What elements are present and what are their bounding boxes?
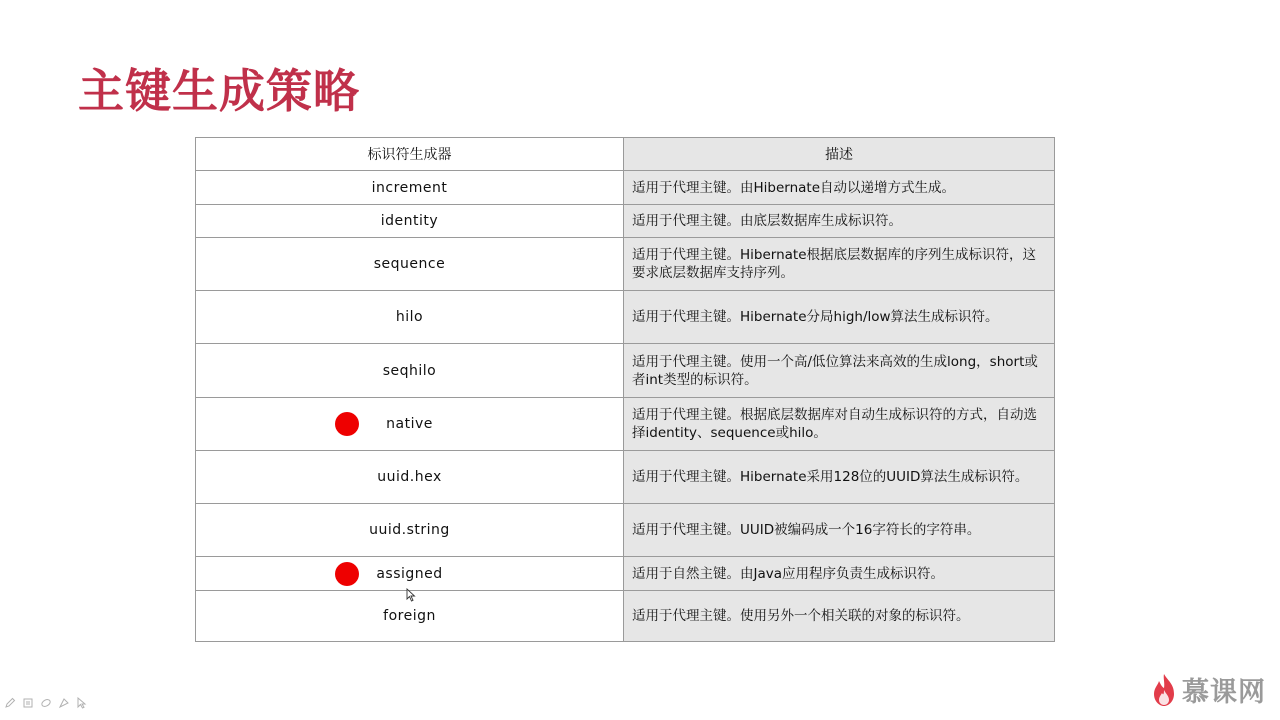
table-row bbox=[196, 398, 1055, 451]
slide-title: 主键生成策略 bbox=[78, 64, 360, 118]
flame-logo-icon bbox=[1150, 672, 1178, 708]
generator-description: 适用于代理主键。使用一个高/低位算法来高效的生成long，short或者int类型的标识符。 bbox=[624, 344, 1055, 398]
generator-description: 适用于自然主键。由Java应用程序负责生成标识符。 bbox=[624, 557, 1055, 591]
table-row bbox=[196, 291, 1055, 344]
row-name-cell bbox=[196, 344, 624, 398]
table-row bbox=[196, 451, 1055, 504]
annotation-toolbar bbox=[4, 697, 88, 709]
generator-name: identity bbox=[380, 213, 439, 229]
generator-description: 适用于代理主键。Hibernate分局high/low算法生成标识符。 bbox=[624, 291, 1055, 344]
row-name-cell bbox=[196, 504, 624, 557]
table-row bbox=[196, 238, 1055, 291]
row-name-cell bbox=[196, 451, 624, 504]
brand-logo-text: 慕课网 bbox=[1182, 677, 1266, 708]
row-name-cell bbox=[196, 238, 624, 291]
generator-description: 适用于代理主键。由底层数据库生成标识符。 bbox=[624, 205, 1055, 238]
row-name-cell bbox=[196, 171, 624, 205]
brand-logo bbox=[1150, 670, 1266, 709]
mouse-cursor-icon bbox=[406, 588, 416, 602]
row-name-cell bbox=[196, 398, 624, 451]
row-name-cell bbox=[196, 205, 624, 238]
row-name-cell bbox=[196, 291, 624, 344]
pen-icon[interactable] bbox=[4, 697, 16, 709]
generator-name: uuid.string bbox=[369, 522, 450, 538]
generator-description: 适用于代理主键。根据底层数据库对自动生成标识符的方式，自动选择identity、sequence或hilo。 bbox=[624, 398, 1055, 451]
marker-dot bbox=[335, 412, 359, 436]
table-row bbox=[196, 557, 1055, 591]
table-row bbox=[196, 591, 1055, 642]
generator-description: 适用于代理主键。由Hibernate自动以递增方式生成。 bbox=[624, 171, 1055, 205]
generator-name: assigned bbox=[376, 565, 443, 582]
row-name-cell bbox=[196, 557, 624, 591]
header-description: 描述 bbox=[624, 138, 1055, 171]
table-row bbox=[196, 344, 1055, 398]
eraser-icon[interactable] bbox=[40, 697, 52, 709]
arrow-pointer-icon[interactable] bbox=[76, 697, 88, 709]
table-row bbox=[196, 504, 1055, 557]
generator-name: sequence bbox=[373, 256, 446, 272]
table-row bbox=[196, 205, 1055, 238]
strategy-table bbox=[195, 137, 1055, 642]
marker-dot bbox=[335, 562, 359, 586]
generator-name: seqhilo bbox=[382, 362, 437, 379]
generator-description: 适用于代理主键。Hibernate根据底层数据库的序列生成标识符，这要求底层数据库支持序列。 bbox=[624, 238, 1055, 291]
generator-name: hilo bbox=[395, 309, 424, 325]
generator-name: increment bbox=[371, 179, 448, 196]
generator-description: 适用于代理主键。Hibernate采用128位的UUID算法生成标识符。 bbox=[624, 451, 1055, 504]
table-header-row bbox=[196, 138, 1055, 171]
generator-name: native bbox=[386, 416, 433, 432]
generator-description: 适用于代理主键。使用另外一个相关联的对象的标识符。 bbox=[624, 591, 1055, 642]
generator-name: uuid.hex bbox=[377, 469, 442, 485]
generator-description: 适用于代理主键。UUID被编码成一个16字符长的字符串。 bbox=[624, 504, 1055, 557]
highlighter-icon[interactable] bbox=[22, 697, 34, 709]
header-generator: 标识符生成器 bbox=[196, 138, 624, 171]
generator-name: foreign bbox=[383, 608, 436, 624]
laser-pointer-icon[interactable] bbox=[58, 697, 70, 709]
table-row bbox=[196, 171, 1055, 205]
